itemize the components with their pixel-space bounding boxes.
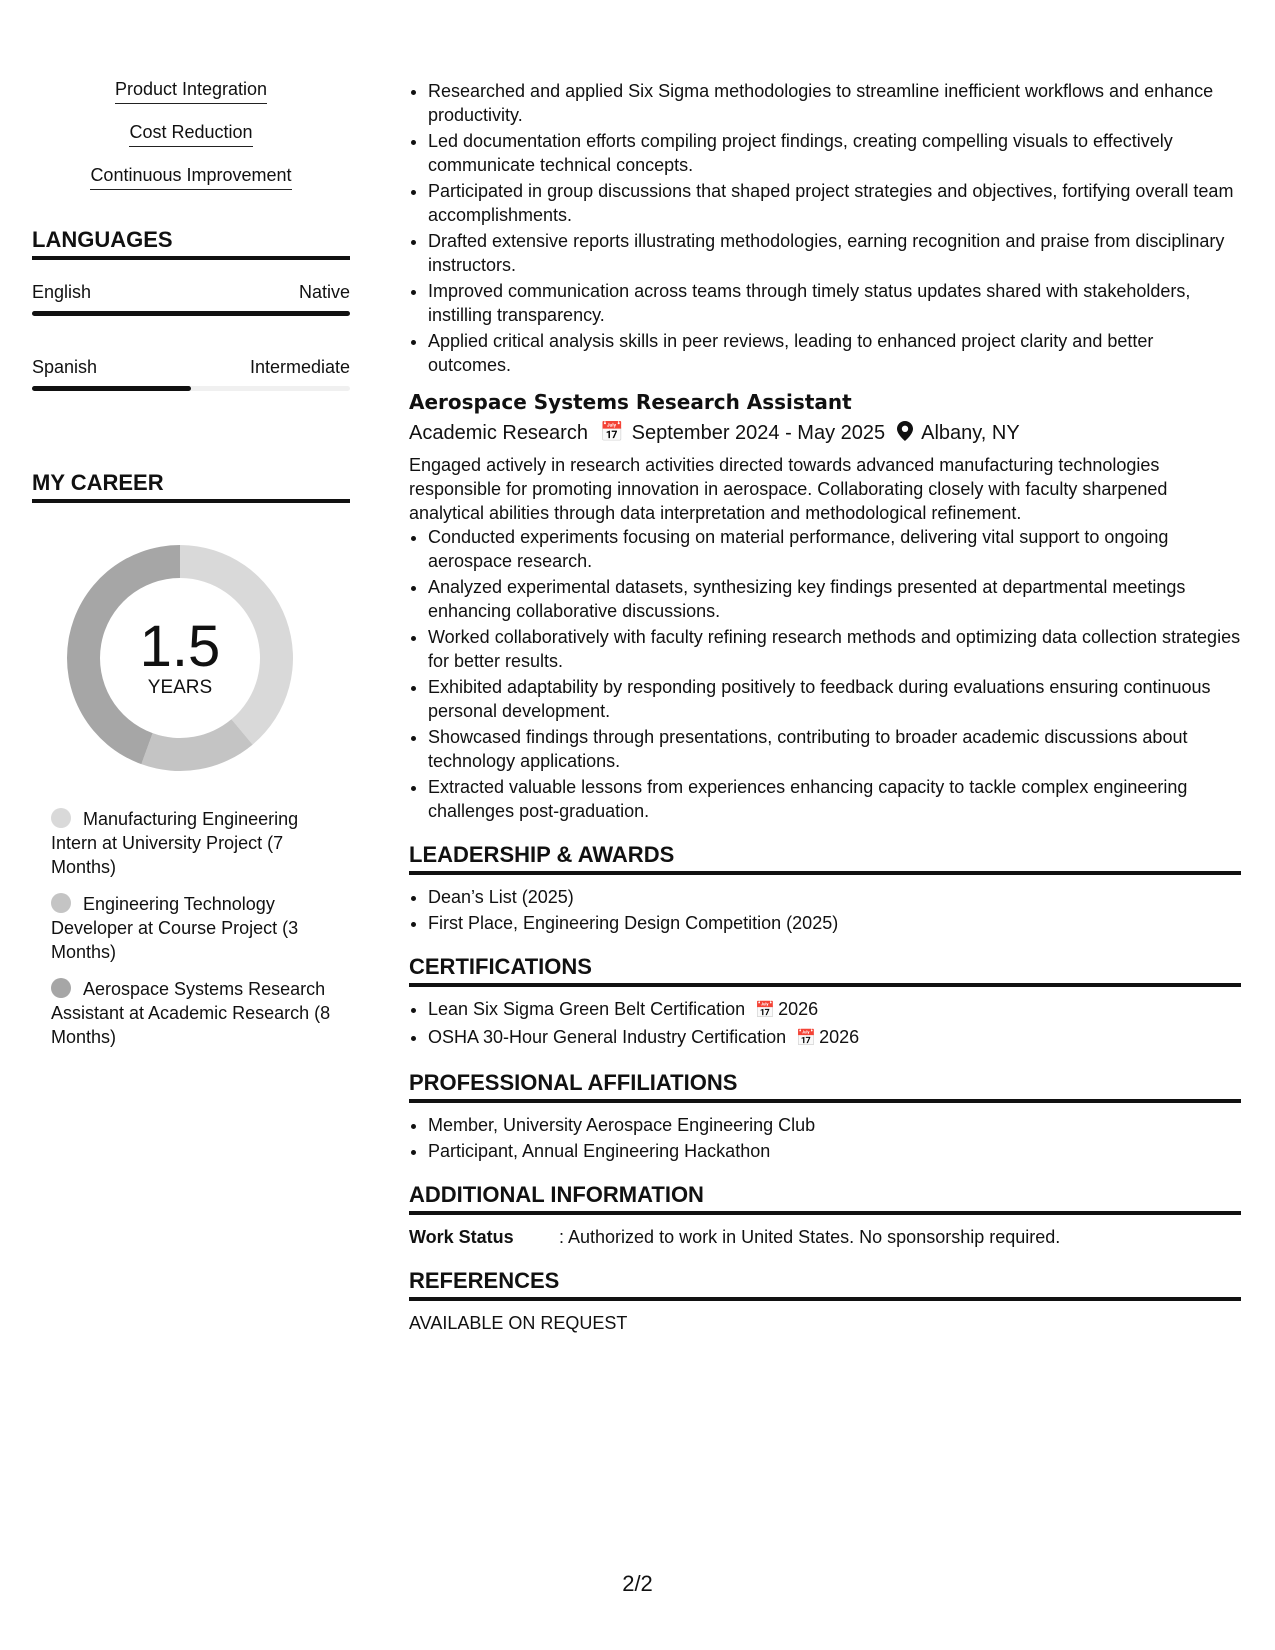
career-donut-chart (65, 543, 295, 773)
calendar-icon: 📅 (755, 1002, 776, 1019)
certifications-heading: CERTIFICATIONS (409, 954, 1241, 987)
career-heading: MY CAREER (32, 470, 350, 503)
certification-year: 2026 (778, 999, 819, 1019)
language-level: Native (298, 282, 350, 302)
donut-center (65, 543, 295, 773)
job-company: Academic Research (409, 422, 588, 444)
language-item (32, 281, 350, 316)
language-item (32, 356, 350, 391)
leadership-list (409, 885, 1241, 935)
leadership-heading: LEADERSHIP & AWARDS (409, 842, 1241, 875)
job-bullets (409, 525, 1241, 823)
skill-item (32, 121, 350, 147)
skill-label: Product Integration (115, 78, 267, 104)
job-title: Aerospace Systems Research Assistant (409, 390, 852, 414)
skill-item (32, 78, 350, 104)
skills-list (32, 78, 350, 190)
map-pin-icon (897, 419, 913, 447)
job-dates: September 2024 - May 2025 (631, 422, 886, 444)
page-number: 2/2 (622, 1571, 653, 1596)
calendar-icon: 📅 (599, 422, 624, 443)
career-legend-text: Manufacturing Engineering Intern at University Project (7 Months) (51, 809, 299, 877)
award-item: • Dean’s List (2025) (428, 885, 1241, 909)
bullet-item: • Participated in group discussions that shaped project strategies and objectives, fortifying overall team accomplishments. (428, 179, 1241, 227)
legend-dot (51, 808, 71, 828)
calendar-icon: 📅 (796, 1030, 817, 1047)
career-legend-text: Engineering Technology Developer at Course Project (3 Months) (51, 894, 299, 962)
work-status-row (409, 1225, 1241, 1249)
language-name: Spanish (32, 357, 98, 377)
job-meta (409, 419, 1241, 447)
previous-job-bullets (409, 79, 1241, 377)
affiliation-item: • Member, University Aerospace Engineering Club (428, 1113, 1241, 1137)
bullet-item: • Applied critical analysis skills in peer reviews, leading to enhanced project clarity and better outcomes. (428, 329, 1241, 377)
legend-dot (51, 893, 71, 913)
skill-label: Cost Reduction (129, 121, 252, 147)
career-legend-item (51, 892, 333, 964)
job-summary: Engaged actively in research activities directed towards advanced manufacturing technologies responsible for promoting innovation in aerospace. Collaborating closely with faculty sharpened analytical abilities through data interpretation and methodological refinement. (409, 455, 1168, 523)
references-text: AVAILABLE ON REQUEST (409, 1313, 628, 1333)
bullet-item: • Researched and applied Six Sigma methodologies to streamline inefficient workflows and enhance productivity. (428, 79, 1241, 127)
certification-name: OSHA 30-Hour General Industry Certification (428, 1027, 787, 1047)
work-status-label: Work Status (409, 1227, 514, 1247)
right-column (409, 79, 1241, 1335)
bullet-item: • Led documentation efforts compiling project findings, creating compelling visuals to effectively communicate technical concepts. (428, 129, 1241, 177)
job-location: Albany, NY (921, 422, 1020, 444)
career-legend-item (51, 807, 333, 879)
certification-item (428, 1025, 1241, 1051)
award-item: • First Place, Engineering Design Competition (2025) (428, 911, 1241, 935)
career-legend (51, 807, 333, 1049)
career-total-unit: YEARS (147, 677, 213, 698)
affiliation-item: • Participant, Annual Engineering Hackathon (428, 1139, 1241, 1163)
skill-item (32, 164, 350, 190)
left-column (32, 78, 350, 1062)
bullet-item: • Conducted experiments focusing on material performance, delivering vital support to ongoing aerospace research. (428, 525, 1241, 573)
references-heading: REFERENCES (409, 1268, 1241, 1301)
language-level: Intermediate (249, 357, 350, 377)
certification-item (428, 997, 1241, 1023)
career-total-years: 1.5 (139, 614, 221, 679)
bullet-item: • Worked collaboratively with faculty refining research methods and optimizing data collection strategies for better results. (428, 625, 1241, 673)
certification-name: Lean Six Sigma Green Belt Certification (428, 999, 746, 1019)
skill-label: Continuous Improvement (90, 164, 291, 190)
language-proficiency-bar (32, 386, 350, 391)
bullet-item: • Analyzed experimental datasets, synthesizing key findings presented at departmental meetings enhancing collaborative discussions. (428, 575, 1241, 623)
languages-list (32, 281, 350, 391)
certification-year: 2026 (819, 1027, 860, 1047)
languages-heading: LANGUAGES (32, 227, 350, 260)
affiliations-list (409, 1113, 1241, 1163)
career-legend-item (51, 977, 333, 1049)
bullet-item: • Extracted valuable lessons from experiences enhancing capacity to tackle complex engineering challenges post-graduation. (428, 775, 1241, 823)
bullet-item: • Showcased findings through presentations, contributing to broader academic discussions about technology applications. (428, 725, 1241, 773)
career-legend-text: Aerospace Systems Research Assistant at Academic Research (8 Months) (51, 979, 331, 1047)
language-proficiency-bar (32, 311, 350, 316)
language-name: English (32, 282, 92, 302)
additional-info-heading: ADDITIONAL INFORMATION (409, 1182, 1241, 1215)
bullet-item: • Exhibited adaptability by responding positively to feedback during evaluations ensuring continuous personal development. (428, 675, 1241, 723)
language-proficiency-fill (32, 311, 350, 316)
bullet-item: • Drafted extensive reports illustrating methodologies, earning recognition and praise from disciplinary instructors. (428, 229, 1241, 277)
bullet-item: • Improved communication across teams through timely status updates shared with stakeholders, instilling transparency. (428, 279, 1241, 327)
work-status-value: : Authorized to work in United States. No sponsorship required. (559, 1227, 1061, 1247)
language-proficiency-fill (32, 386, 191, 391)
affiliations-heading: PROFESSIONAL AFFILIATIONS (409, 1070, 1241, 1103)
certifications-list (409, 997, 1241, 1051)
legend-dot (51, 978, 71, 998)
